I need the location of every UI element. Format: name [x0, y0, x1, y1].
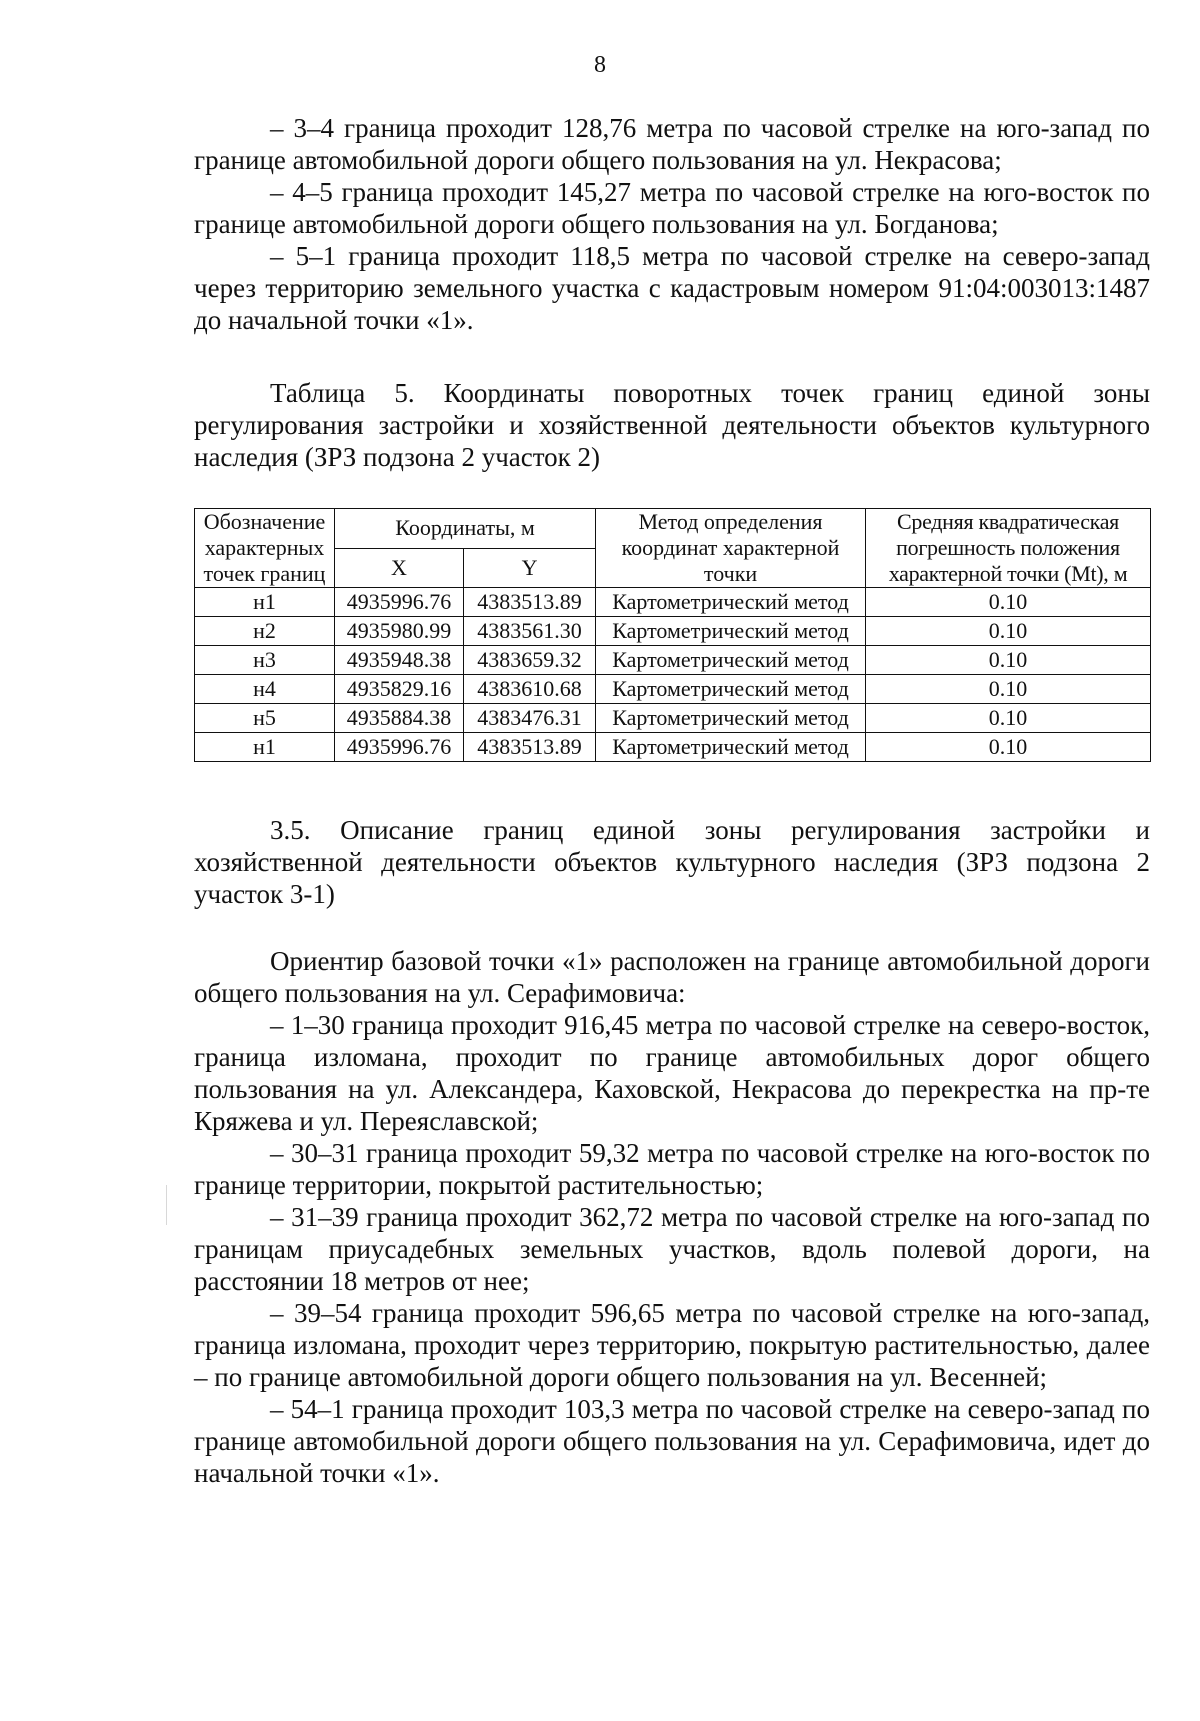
error-cell: 0.10 [866, 704, 1151, 733]
table-row [195, 704, 1151, 733]
header-designation: Обозначение характерных точек границ [195, 509, 335, 588]
header-coordinates: Координаты, м [335, 509, 596, 549]
table-header-row [195, 509, 1151, 549]
point-id-cell: н3 [195, 646, 335, 675]
header-error: Средняя квадратическая погрешность положения характерной точки (Mt), м [866, 509, 1151, 588]
point-id-cell: н1 [195, 588, 335, 617]
table-row [195, 588, 1151, 617]
boundary-item: – 3–4 граница проходит 128,76 метра по часовой стрелке на юго-запад по границе автомобильной дороги общего пользования на ул. Некрасова; [194, 113, 1150, 175]
method-cell: Картометрический метод [596, 704, 866, 733]
method-cell: Картометрический метод [596, 733, 866, 762]
point-id-cell: н1 [195, 733, 335, 762]
error-cell: 0.10 [866, 617, 1151, 646]
x-cell: 4935884.38 [335, 704, 464, 733]
table-row [195, 646, 1151, 675]
table-row [195, 675, 1151, 704]
method-cell: Картометрический метод [596, 675, 866, 704]
point-id-cell: н5 [195, 704, 335, 733]
y-cell: 4383513.89 [464, 733, 596, 762]
header-x: X [335, 548, 464, 588]
boundary-description-part-1 [194, 112, 1150, 336]
coordinates-table [194, 508, 1151, 762]
error-cell: 0.10 [866, 646, 1151, 675]
boundary-item: – 1–30 граница проходит 916,45 метра по часовой стрелке на северо-восток, граница изломана, проходит по границе автомобильных дорог общего пользования на ул. Александера, Каховской, Некрасова до перекрестка на пр-те Кряжева и ул. Переяславской; [194, 1010, 1150, 1136]
x-cell: 4935948.38 [335, 646, 464, 675]
boundary-item: – 30–31 граница проходит 59,32 метра по часовой стрелке на юго-восток по границе территории, покрытой растительностью; [194, 1138, 1150, 1200]
point-id-cell: н4 [195, 675, 335, 704]
header-y: Y [464, 548, 596, 588]
table-caption: Таблица 5. Координаты поворотных точек границ единой зоны регулирования застройки и хозяйственной деятельности объектов культурного наследия (ЗРЗ подзона 2 участок 2) [194, 378, 1150, 472]
base-point-paragraph: Ориентир базовой точки «1» расположен на границе автомобильной дороги общего пользования на ул. Серафимовича: [194, 946, 1150, 1008]
section-heading: 3.5. Описание границ единой зоны регулирования застройки и хозяйственной деятельности объектов культурного наследия (ЗРЗ подзона 2 участок 3-1) [194, 815, 1150, 909]
error-cell: 0.10 [866, 588, 1151, 617]
y-cell: 4383659.32 [464, 646, 596, 675]
y-cell: 4383610.68 [464, 675, 596, 704]
y-cell: 4383561.30 [464, 617, 596, 646]
error-cell: 0.10 [866, 733, 1151, 762]
coordinates-table-wrapper [194, 508, 1150, 762]
table-row [195, 617, 1151, 646]
x-cell: 4935996.76 [335, 733, 464, 762]
y-cell: 4383476.31 [464, 704, 596, 733]
x-cell: 4935996.76 [335, 588, 464, 617]
x-cell: 4935980.99 [335, 617, 464, 646]
boundary-item: – 4–5 граница проходит 145,27 метра по часовой стрелке на юго-восток по границе автомобильной дороги общего пользования на ул. Богданова; [194, 177, 1150, 239]
y-cell: 4383513.89 [464, 588, 596, 617]
scan-margin-mark [166, 1185, 167, 1225]
x-cell: 4935829.16 [335, 675, 464, 704]
boundary-item: – 31–39 граница проходит 362,72 метра по часовой стрелке на юго-запад по границам приусадебных земельных участков, вдоль полевой дороги, на расстоянии 18 метров от нее; [194, 1202, 1150, 1296]
header-method: Метод определения координат характерной точки [596, 509, 866, 588]
section-heading-block [194, 814, 1150, 910]
method-cell: Картометрический метод [596, 646, 866, 675]
point-id-cell: н2 [195, 617, 335, 646]
boundary-item: – 39–54 граница проходит 596,65 метра по часовой стрелке на юго-запад, граница изломана, проходит через территорию, покрытую растительностью, далее – по границе автомобильной дороги общего пользования на ул. Весенней; [194, 1298, 1150, 1392]
boundary-description-part-2 [194, 945, 1150, 1489]
method-cell: Картометрический метод [596, 617, 866, 646]
error-cell: 0.10 [866, 675, 1151, 704]
boundary-item: – 5–1 граница проходит 118,5 метра по часовой стрелке на северо-запад через территорию земельного участка с кадастровым номером 91:04:003013:1487 до начальной точки «1». [194, 241, 1150, 335]
boundary-item: – 54–1 граница проходит 103,3 метра по часовой стрелке на северо-запад по границе автомобильной дороги общего пользования на ул. Серафимовича, идет до начальной точки «1». [194, 1394, 1150, 1488]
page-number: 8 [594, 52, 606, 78]
table-caption-block [194, 377, 1150, 473]
method-cell: Картометрический метод [596, 588, 866, 617]
table-row [195, 733, 1151, 762]
